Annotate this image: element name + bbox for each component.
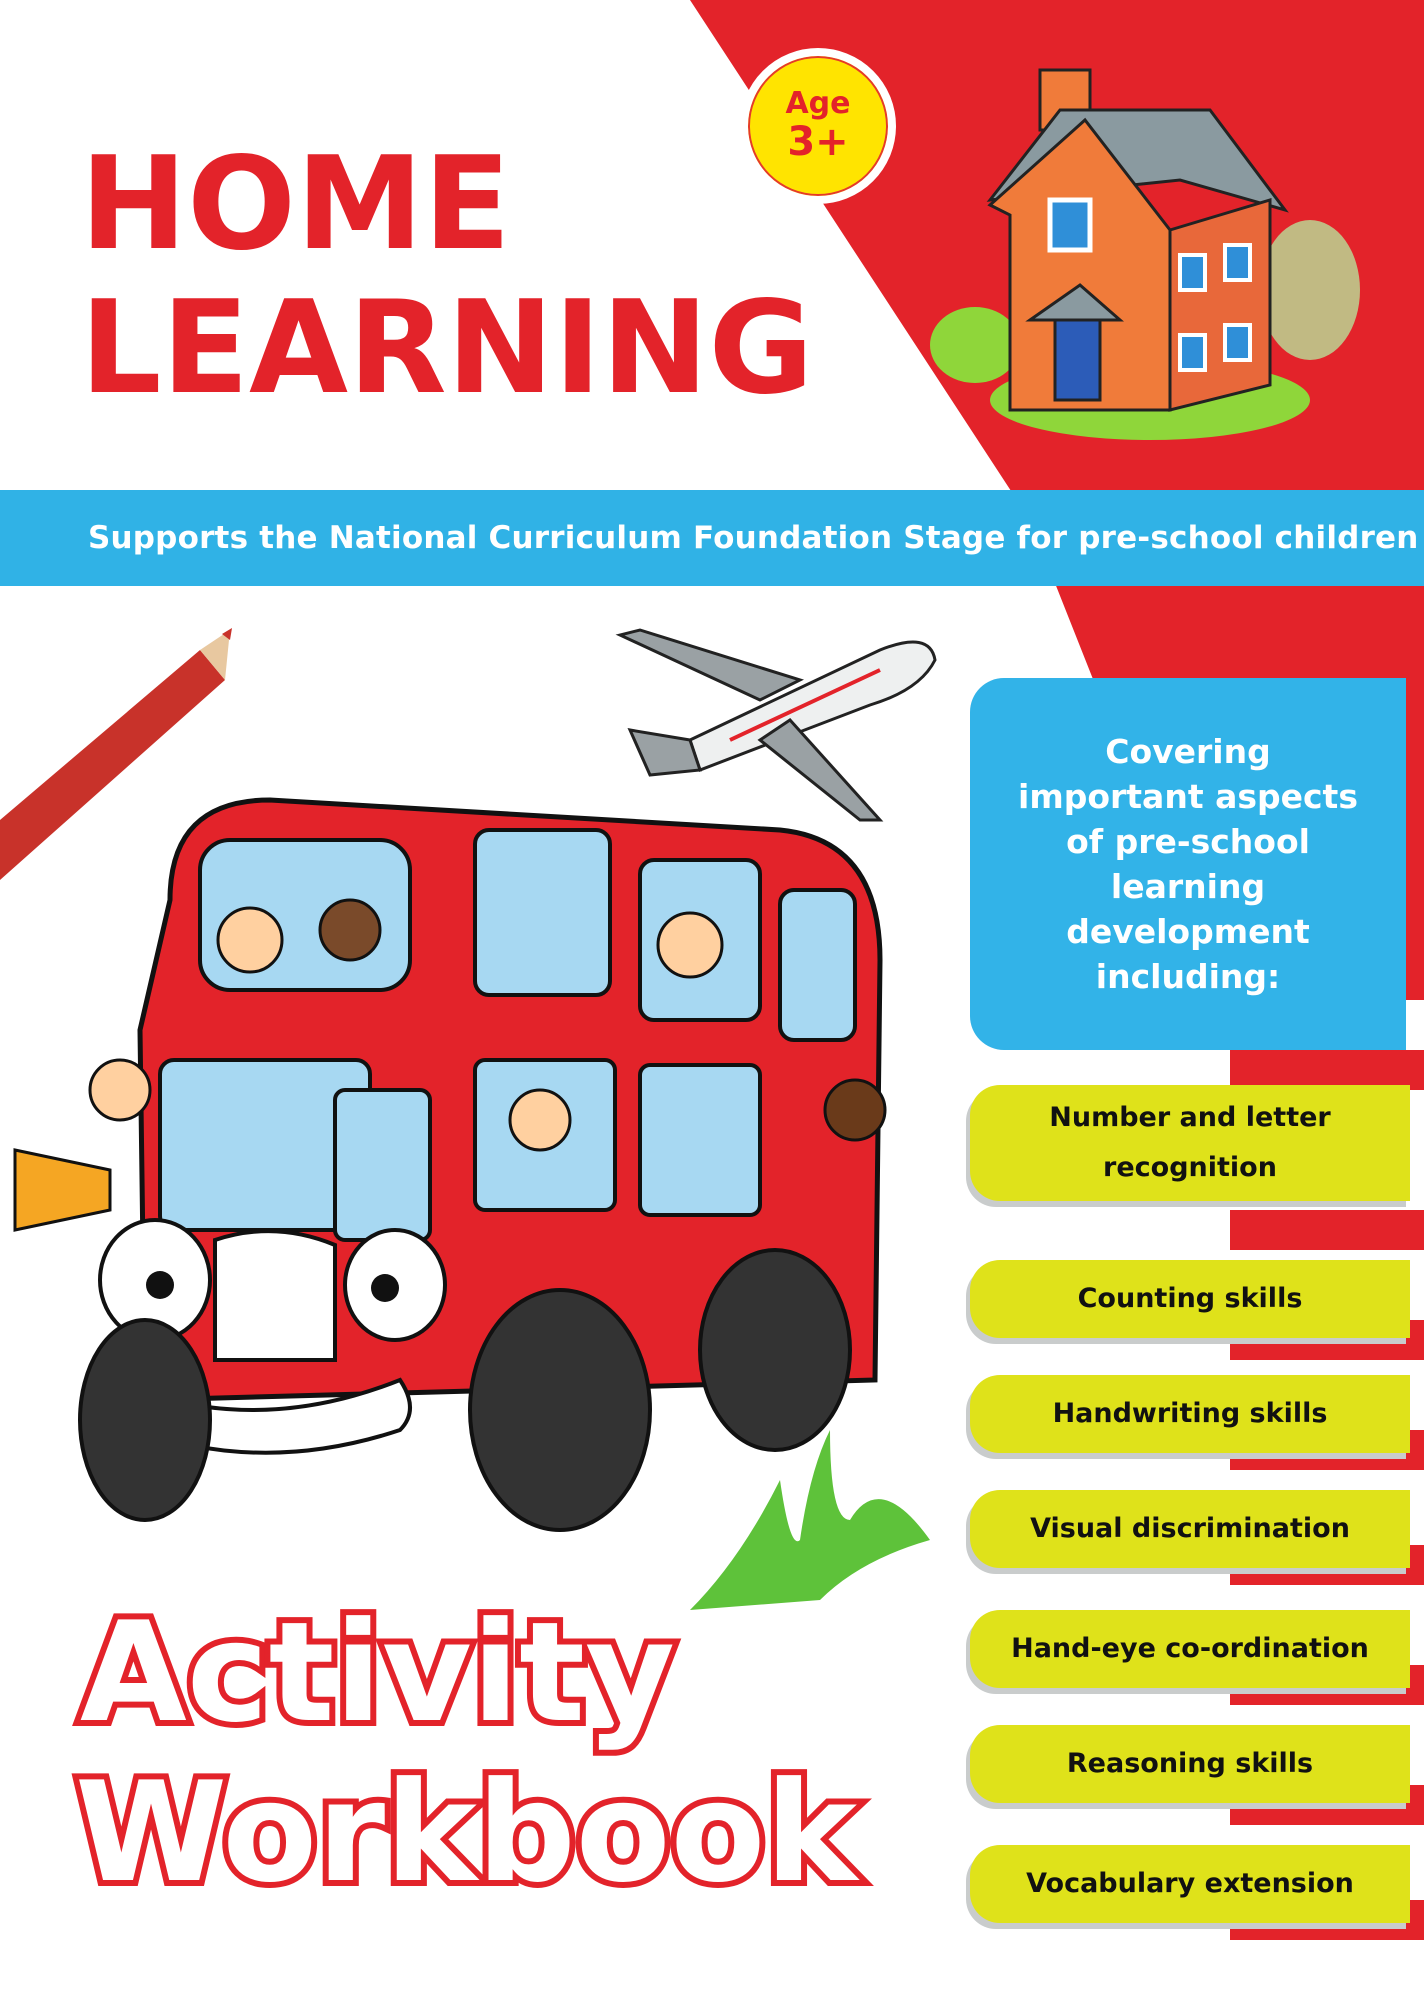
covering-text: Covering important aspects of pre-school learning development including: [1018,732,1358,996]
skill-pill-reasoning [970,1725,1410,1803]
title-line1: HOME [80,130,511,279]
curriculum-banner [0,490,1424,586]
age-label: Age [785,86,851,121]
title-line2: LEARNING [80,274,814,423]
banner-text: Supports the National Curriculum Foundation Stage for pre-school children [88,520,1419,556]
skill-pill-vocabulary [970,1845,1410,1923]
skill-pill-handwriting [970,1375,1410,1453]
covering-box [970,678,1406,1050]
skill-label: Vocabulary extension [1026,1868,1354,1899]
activity-workbook-title [75,1592,860,1913]
bottom-line2: Workbook [75,1752,858,1913]
skill-pill-hand-eye [970,1610,1410,1688]
skill-label: Visual discrimination [1030,1513,1350,1544]
age-badge [740,48,896,204]
home-learning-title [80,130,814,423]
skill-pill-number-letter [970,1085,1410,1201]
skill-label: Reasoning skills [1066,1748,1314,1779]
skill-pill-visual [970,1490,1410,1568]
bottom-line1: Activity [80,1592,676,1753]
grass-illustration [690,1430,930,1610]
age-value: 3+ [787,119,849,165]
skill-label: Counting skills [1077,1283,1303,1314]
skill-label: Number and letter recognition [1049,1102,1331,1183]
skill-pill-counting [970,1260,1410,1338]
bus-illustration [15,800,885,1530]
skill-label: Handwriting skills [1052,1398,1328,1429]
skill-label: Hand-eye co-ordination [1011,1633,1369,1664]
airplane-illustration [620,630,935,820]
